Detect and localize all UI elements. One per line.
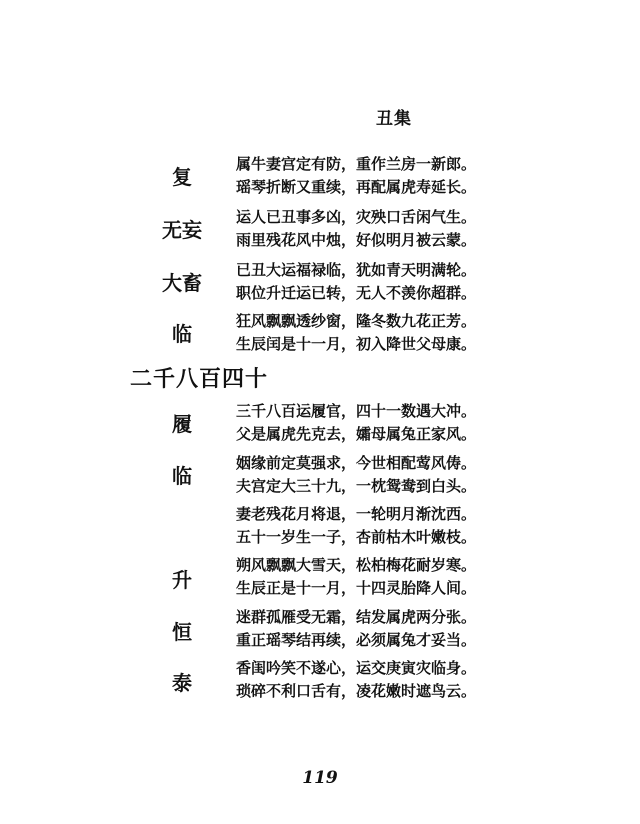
verse-entry-2 [0, 206, 640, 252]
verse-line: 妻老残花月将退，一轮明月渐沈西。 [236, 505, 477, 523]
verse-line: 琐碎不利口舌有，凌花嫩时遮鸟云。 [236, 682, 477, 700]
verse-line: 父是属虎先克去，孀母属兔正家风。 [236, 425, 477, 443]
section-title: 二千八百四十 [130, 366, 269, 392]
verse-entry-5 [0, 400, 640, 446]
verse-line: 重正瑶琴结再续，必须属兔才妥当。 [236, 631, 477, 649]
verse-entry-8 [0, 554, 640, 600]
gua-name: 临 [172, 322, 192, 346]
verse-text [236, 310, 476, 356]
verse-entry-1 [0, 153, 640, 199]
gua-name: 泰 [172, 671, 192, 695]
verse-text [236, 503, 476, 549]
verse-line: 瑶琴折断又重续，再配属虎寿延长。 [236, 178, 477, 196]
verse-line: 朔风飘飘大雪天，松柏梅花耐岁寒。 [236, 556, 477, 574]
verse-text [236, 400, 476, 446]
verse-line: 生辰正是十一月，十四灵胎降人间。 [236, 579, 477, 597]
verse-line: 三千八百运履官，四十一数遇大冲。 [236, 402, 477, 420]
verse-entry-9 [0, 606, 640, 652]
verse-entry-3 [0, 259, 640, 305]
gua-name: 无妄 [162, 218, 202, 242]
verse-line: 迷群孤雁受无霜，结发属虎两分张。 [236, 608, 477, 626]
gua-name: 临 [172, 464, 192, 488]
verse-line: 属牛妻宫定有防，重作兰房一新郎。 [236, 155, 477, 173]
verse-text [236, 554, 476, 600]
verse-text [236, 259, 476, 305]
verse-text [236, 606, 476, 652]
verse-line: 已丑大运福禄临，犹如青天明满轮。 [236, 261, 477, 279]
verse-line: 狂风飘飘透纱窗，隆冬数九花正芳。 [236, 312, 477, 330]
verse-text [236, 206, 476, 252]
verse-entry-4 [0, 310, 640, 356]
verse-line: 雨里残花风中烛，好似明月被云蒙。 [236, 231, 477, 249]
verse-text [236, 452, 476, 498]
verse-line: 五十一岁生一子，杏前枯木叶嫩枝。 [236, 528, 477, 546]
verse-entry-7 [0, 503, 640, 549]
verse-line: 姻缘前定莫强求，今世相配莺风俦。 [236, 454, 477, 472]
verse-line: 生辰闰是十一月，初入降世父母康。 [236, 335, 477, 353]
verse-text [236, 657, 476, 703]
gua-name: 复 [172, 165, 192, 189]
verse-text [236, 153, 476, 199]
section-header: 丑集 [376, 109, 412, 129]
page-number: 119 [302, 768, 338, 788]
gua-name: 大畜 [162, 271, 202, 295]
verse-line: 运人已丑事多凶，灾殃口舌闲气生。 [236, 208, 477, 226]
verse-line: 职位升迁运已转，无人不羡你超群。 [236, 284, 477, 302]
gua-name: 升 [172, 568, 192, 592]
gua-name: 履 [172, 412, 192, 436]
verse-line: 夫宫定大三十九，一枕鸳鸯到白头。 [236, 477, 477, 495]
gua-name: 恒 [172, 620, 192, 644]
verse-entry-6 [0, 452, 640, 498]
verse-entry-10 [0, 657, 640, 703]
verse-line: 香闺吟笑不遂心，运交庚寅灾临身。 [236, 659, 477, 677]
